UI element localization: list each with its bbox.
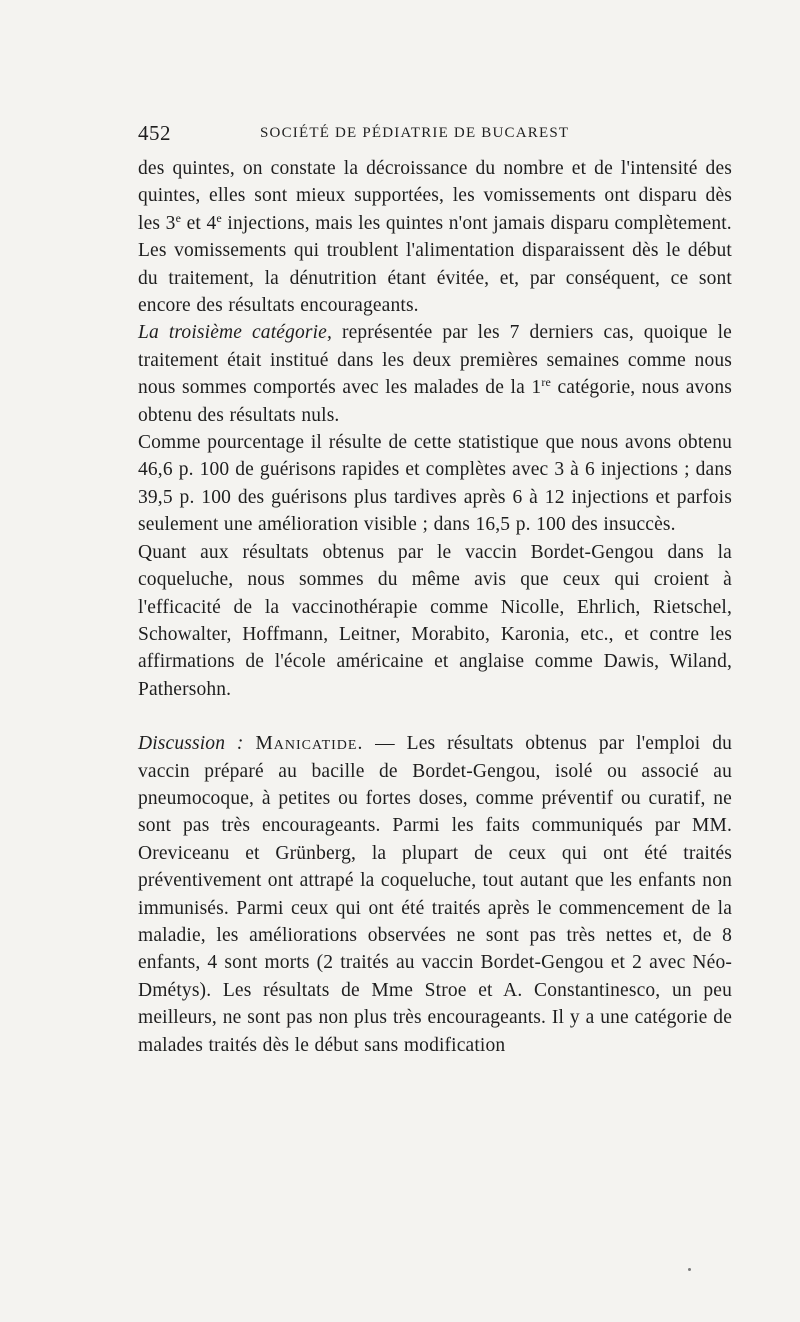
paragraph-gap [138,703,732,730]
paragraph-3: La troisième catégorie, représentée par les 7 derniers cas, quoique le traitement était institué dans les deux premières semaines comme nous nous sommes comportés avec les malades de la 1re catégorie, nous avons obtenu des résultats nuls. [138,322,732,426]
paragraph-discussion: Discussion : Manicatide. — Les résultats obtenus par l'emploi du vaccin préparé au bacille de Bordet-Gengou, isolé ou associé au pneumocoque, à petites ou fortes doses, comme préventif ou curatif, ne sont pas très encourageants. Parmi les faits communiqués par MM. Oreviceanu et Grünberg, la plupart de ceux qui ont été traités préventivement ont attrapé la coqueluche, tout autant que les enfants non immunisés. Parmi ceux qui ont été traités après le commencement de la maladie, les améliorations observées ne sont pas très nettes et, de 8 enfants, 4 sont morts (2 traités au vaccin Bordet-Gengou et 2 avec Néo-Dmétys). Les résultats de Mme Stroe et A. Constantinesco, un peu meilleurs, ne sont pas non plus très encourageants. Il y a une catégorie de malades traités dès le début sans modification [138,733,733,1056]
body-text [138,155,732,1059]
page-number: 452 [138,121,171,145]
category-heading: La troisième catégorie, [138,322,333,344]
paragraph-1: des quintes, on constate la décroissance du nombre et de l'intensité des quintes, elles sont mieux supportées, les vomissements ont disparu dès les 3e et 4e injections, mais les quintes n'ont jamais disparu complètement. [138,158,732,234]
paragraph-2: Les vomissements qui troublent l'alimentation disparaissent dès le début du traitement, la dénutrition étant évitée, et, par conséquent, ce sont encore des résultats encourageants. [138,240,732,317]
paragraph-5: Quant aux résultats obtenus par le vaccin Bordet-Gengou dans la coqueluche, nous sommes du même avis que ceux qui croient à l'efficacité de la vaccinothérapie comme Nicolle, Ehrlich, Rietschel, Schowalter, Hoffmann, Leitner, Morabito, Karonia, etc., et contre les affirmations de l'école américaine et anglaise comme Dawis, Wiland, Pathersohn. [138,541,732,700]
running-head [138,121,732,147]
print-speck [688,1268,691,1271]
paragraph-4: Comme pourcentage il résulte de cette statistique que nous avons obtenu 46,6 p. 100 de guérisons rapides et complètes avec 3 à 6 injections ; dans 39,5 p. 100 des guérisons plus tardives après 6 à 12 injections et parfois seulement une amélioration visible ; dans 16,5 p. 100 des insuccès. [138,432,732,536]
journal-title: SOCIÉTÉ DE PÉDIATRIE DE BUCAREST [260,125,570,141]
discussant-name: Manicatide. [255,733,364,755]
discussion-label: Discussion : [138,733,244,755]
